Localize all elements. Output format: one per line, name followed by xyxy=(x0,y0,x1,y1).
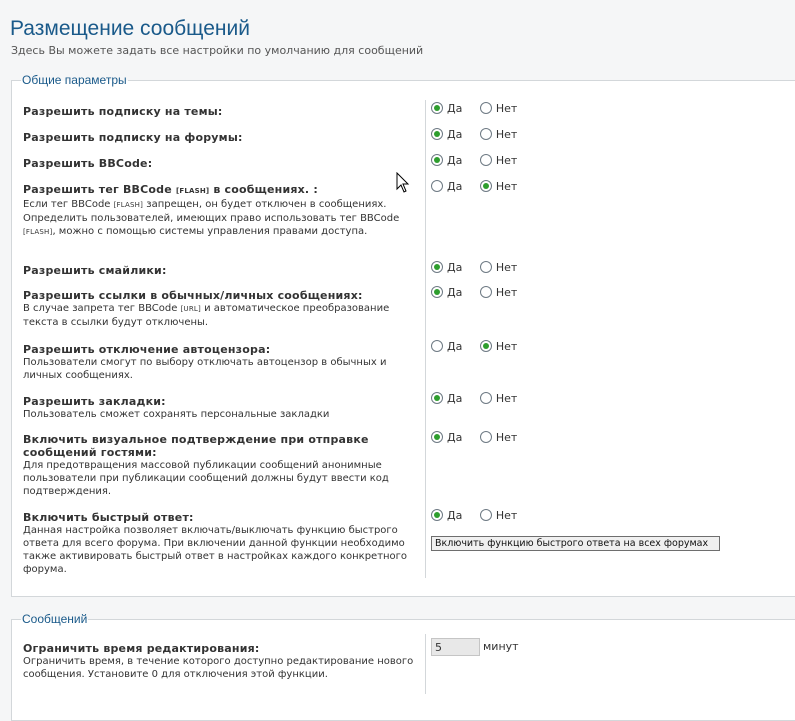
setting-row-bookmarks xyxy=(12,389,795,428)
messages-legend: Сообщений xyxy=(22,612,88,626)
radio-no[interactable]: Нет xyxy=(480,340,517,353)
radio-unchecked-icon[interactable] xyxy=(480,128,492,140)
setting-title: Разрешить BBCode: xyxy=(23,157,153,170)
radio-yes[interactable]: Да xyxy=(431,261,462,274)
radio-yes[interactable]: Да xyxy=(431,180,462,193)
setting-title: Разрешить подписку на темы: xyxy=(23,105,223,118)
radio-yes[interactable]: Да xyxy=(431,509,462,522)
page-subtitle: Здесь Вы можете задать все настройки по умолчанию для сообщений xyxy=(11,44,424,57)
radio-no[interactable]: Нет xyxy=(480,286,517,299)
setting-title: Разрешить подписку на форумы: xyxy=(23,131,243,144)
setting-description: В случае запрета тег BBCode [URL] и автоматическое преобразование текста в ссылки будут отключены. xyxy=(23,303,390,328)
setting-title: Ограничить время редактирования: xyxy=(23,642,260,655)
radio-no[interactable]: Нет xyxy=(480,261,517,274)
setting-title: Разрешить отключение автоцензора: xyxy=(23,343,271,356)
setting-row-edit-time xyxy=(12,634,795,694)
radio-yes[interactable]: Да xyxy=(431,128,462,141)
radio-checked-icon[interactable] xyxy=(431,261,443,273)
radio-checked-icon[interactable] xyxy=(480,180,492,192)
setting-row-forum-subscription xyxy=(12,126,795,152)
radio-checked-icon[interactable] xyxy=(480,340,492,352)
setting-description: Ограничить время, в течение которого доступно редактирование нового сообщения. Установите 0 для отключения этой функции. xyxy=(23,656,414,680)
radio-checked-icon[interactable] xyxy=(431,154,443,166)
radio-unchecked-icon[interactable] xyxy=(480,431,492,443)
radio-checked-icon[interactable] xyxy=(431,431,443,443)
radio-yes[interactable]: Да xyxy=(431,102,462,115)
radio-yes[interactable]: Да xyxy=(431,431,462,444)
setting-title: Включить визуальное подтверждение при отправке сообщений гостями: xyxy=(23,433,369,459)
setting-row-visual-confirm xyxy=(12,428,795,506)
general-settings-panel xyxy=(11,73,795,597)
radio-unchecked-icon[interactable] xyxy=(480,154,492,166)
setting-title: Разрешить тег BBCode [FLASH] в сообщениях. : xyxy=(23,183,318,196)
page-title: Размещение сообщений xyxy=(10,17,250,40)
radio-no[interactable]: Нет xyxy=(480,392,517,405)
setting-description: Если тег BBCode [FLASH] запрещен, он будет отключен в сообщениях. Определить пользователей, имеющих право использовать тег BBCode [FLASH], можно с помощью системы управления правами доступа. xyxy=(23,199,400,237)
radio-yes[interactable]: Да xyxy=(431,286,462,299)
radio-unchecked-icon[interactable] xyxy=(480,392,492,404)
radio-yes[interactable]: Да xyxy=(431,392,462,405)
setting-description: Данная настройка позволяет включать/выключать функцию быстрого ответа для всего форума. При включении данной функции необходимо также активировать быстрый ответ в настройках каждого конкретного форума. xyxy=(23,525,408,575)
radio-no[interactable]: Нет xyxy=(480,154,517,167)
mouse-cursor-icon xyxy=(396,172,410,194)
radio-unchecked-icon[interactable] xyxy=(480,286,492,298)
radio-no[interactable]: Нет xyxy=(480,431,517,444)
radio-checked-icon[interactable] xyxy=(431,102,443,114)
radio-checked-icon[interactable] xyxy=(431,392,443,404)
radio-no[interactable]: Нет xyxy=(480,180,517,193)
radio-unchecked-icon[interactable] xyxy=(480,261,492,273)
radio-yes[interactable]: Да xyxy=(431,340,462,353)
messages-panel xyxy=(11,612,795,721)
setting-row-topic-subscription xyxy=(12,100,795,126)
radio-unchecked-icon[interactable] xyxy=(431,180,443,192)
radio-no[interactable]: Нет xyxy=(480,128,517,141)
radio-checked-icon[interactable] xyxy=(431,128,443,140)
radio-unchecked-icon[interactable] xyxy=(480,509,492,521)
radio-unchecked-icon[interactable] xyxy=(431,340,443,352)
radio-yes[interactable]: Да xyxy=(431,154,462,167)
setting-row-links xyxy=(12,284,795,338)
enable-quick-reply-all-forums-button[interactable]: Включить функцию быстрого ответа на всех форумах xyxy=(431,536,720,551)
setting-description: Пользователи смогут по выбору отключать автоцензор в обычных и личных сообщениях. xyxy=(23,357,387,381)
radio-checked-icon[interactable] xyxy=(431,509,443,521)
setting-title: Включить быстрый ответ: xyxy=(23,511,194,524)
setting-title: Разрешить ссылки в обычных/личных сообщениях: xyxy=(23,289,363,302)
radio-unchecked-icon[interactable] xyxy=(480,102,492,114)
setting-title: Разрешить смайлики: xyxy=(23,264,167,277)
setting-description: Пользователь сможет сохранять персональные закладки xyxy=(23,409,330,420)
edit-time-input[interactable] xyxy=(431,638,480,656)
setting-row-censor xyxy=(12,338,795,389)
general-settings-legend: Общие параметры xyxy=(22,73,127,87)
radio-no[interactable]: Нет xyxy=(480,509,517,522)
setting-row-smilies xyxy=(12,258,795,284)
edit-time-unit: минут xyxy=(483,640,519,653)
setting-title: Разрешить закладки: xyxy=(23,395,166,408)
setting-description: Для предотвращения массовой публикации сообщений анонимные пользователи при публикации сообщений должны будут ввести код подтверждения. xyxy=(23,460,389,497)
radio-no[interactable]: Нет xyxy=(480,102,517,115)
radio-checked-icon[interactable] xyxy=(431,286,443,298)
